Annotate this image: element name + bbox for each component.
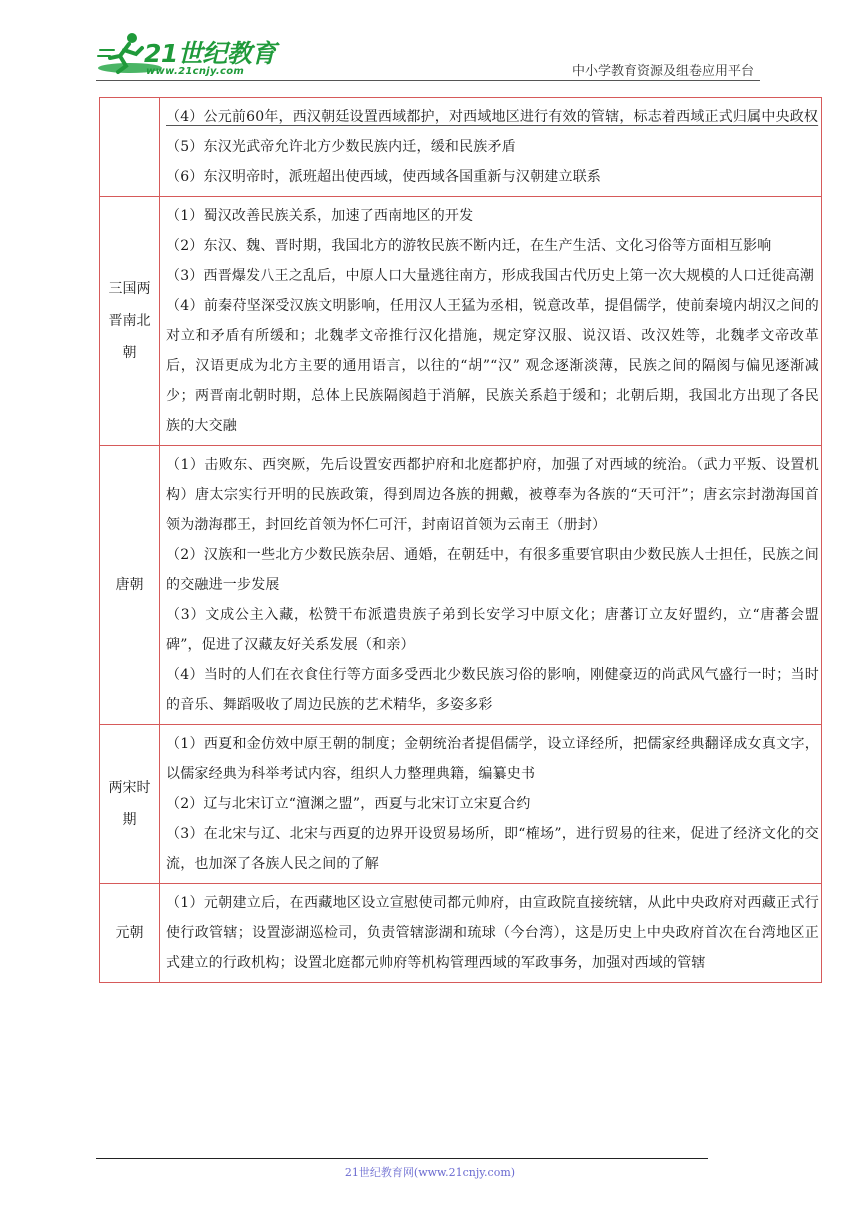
content-cell [160, 197, 822, 446]
header-divider [96, 80, 760, 81]
table-row [100, 446, 822, 725]
content-cell [160, 884, 822, 983]
list-item: （1）元朝建立后，在西藏地区设立宣慰使司都元帅府，由宣政院直接统辖，从此中央政府对西藏正式行使行政管辖；设置澎湖巡检司，负责管辖澎湖和琉球（今台湾），这是历史上中央政府首次在台湾地区正式建立的行政机构；设置北庭都元帅府等机构管理西域的军政事务，加强对西域的管辖 [166, 895, 819, 971]
list-item: （2）东汉、魏、晋时期，我国北方的游牧民族不断内迁，在生产生活、文化习俗等方面相互影响 [166, 238, 772, 254]
list-item: （3）在北宋与辽、北宋与西夏的边界开设贸易场所，即“榷场”，进行贸易的往来，促进了经济文化的交流，也加深了各族人民之间的了解 [166, 826, 819, 872]
footer-text: 21世纪教育网(www.21cnjy.com) [344, 1166, 516, 1179]
list-item: （4）公元前60年，西汉朝廷设置西域都护，对西域地区进行有效的管辖，标志着西域正式归属中央政权 [166, 109, 819, 125]
content-cell [160, 446, 822, 725]
list-item: （2）汉族和一些北方少数民族杂居、通婚，在朝廷中，有很多重要官职由少数民族人士担任，民族之间的交融进一步发展 [166, 547, 819, 593]
list-item: （3）西晋爆发八王之乱后，中原人口大量逃往南方，形成我国古代历史上第一次大规模的人口迁徙高潮 [166, 268, 815, 284]
page-header [0, 0, 860, 90]
list-item: （6）东汉明帝时，派班超出使西域，使西域各国重新与汉朝建立联系 [166, 169, 602, 185]
list-item: （1）蜀汉改善民族关系，加速了西南地区的开发 [166, 208, 474, 224]
era-cell: 两宋时期 [100, 725, 160, 884]
footer-divider [96, 1158, 708, 1159]
table-row [100, 197, 822, 446]
list-item: （4）前秦苻坚深受汉族文明影响，任用汉人王猛为丞相，锐意改革，提倡儒学，使前秦境内胡汉之间的对立和矛盾有所缓和；北魏孝文帝推行汉化措施，规定穿汉服、说汉语、改汉姓等，北魏孝文帝改革后，汉语更成为北方主要的通用语言，以往的“胡”“汉” 观念逐渐淡薄，民族之间的隔阂与偏见逐渐减少；两晋南北朝时期，总体上民族隔阂趋于消解，民族关系趋于缓和；北朝后期，我国北方出现了各民族的大交融 [166, 298, 819, 434]
list-item: （2）辽与北宋订立“澶渊之盟”，西夏与北宋订立宋夏合约 [166, 796, 531, 812]
list-item: （1）击败东、西突厥，先后设置安西都护府和北庭都护府，加强了对西域的统治。（武力平叛、设置机构）唐太宗实行开明的民族政策，得到周边各族的拥戴，被尊奉为各族的“天可汗”；唐玄宗封渤海国首领为渤海郡王，封回纥首领为怀仁可汗，封南诏首领为云南王（册封） [166, 457, 819, 533]
logo-url: www.21cnjy.com [146, 66, 245, 77]
list-item: （3）文成公主入藏，松赞干布派遣贵族子弟到长安学习中原文化；唐蕃订立友好盟约，立“唐蕃会盟碑”，促进了汉藏友好关系发展（和亲） [166, 607, 819, 653]
era-cell: 三国两晋南北朝 [100, 197, 160, 446]
era-cell [100, 98, 160, 197]
list-item: （4）当时的人们在衣食住行等方面多受西北少数民族习俗的影响，刚健豪迈的尚武风气盛行一时；当时的音乐、舞蹈吸收了周边民族的艺术精华，多姿多彩 [166, 667, 819, 713]
list-item: （5）东汉光武帝允许北方少数民族内迁，缓和民族矛盾 [166, 139, 516, 155]
table-row [100, 725, 822, 884]
platform-title: 中小学教育资源及组卷应用平台 [571, 64, 754, 79]
logo-text: 21世纪教育 [144, 39, 276, 68]
content-cell [160, 98, 822, 197]
table-row [100, 884, 822, 983]
list-item: （1）西夏和金仿效中原王朝的制度；金朝统治者提倡儒学，设立译经所，把儒家经典翻译成女真文字，以儒家经典为科举考试内容，组织人力整理典籍，编纂史书 [166, 736, 819, 782]
history-table [99, 97, 822, 983]
era-cell: 元朝 [100, 884, 160, 983]
content-cell [160, 725, 822, 884]
era-cell: 唐朝 [100, 446, 160, 725]
table-row [100, 98, 822, 197]
